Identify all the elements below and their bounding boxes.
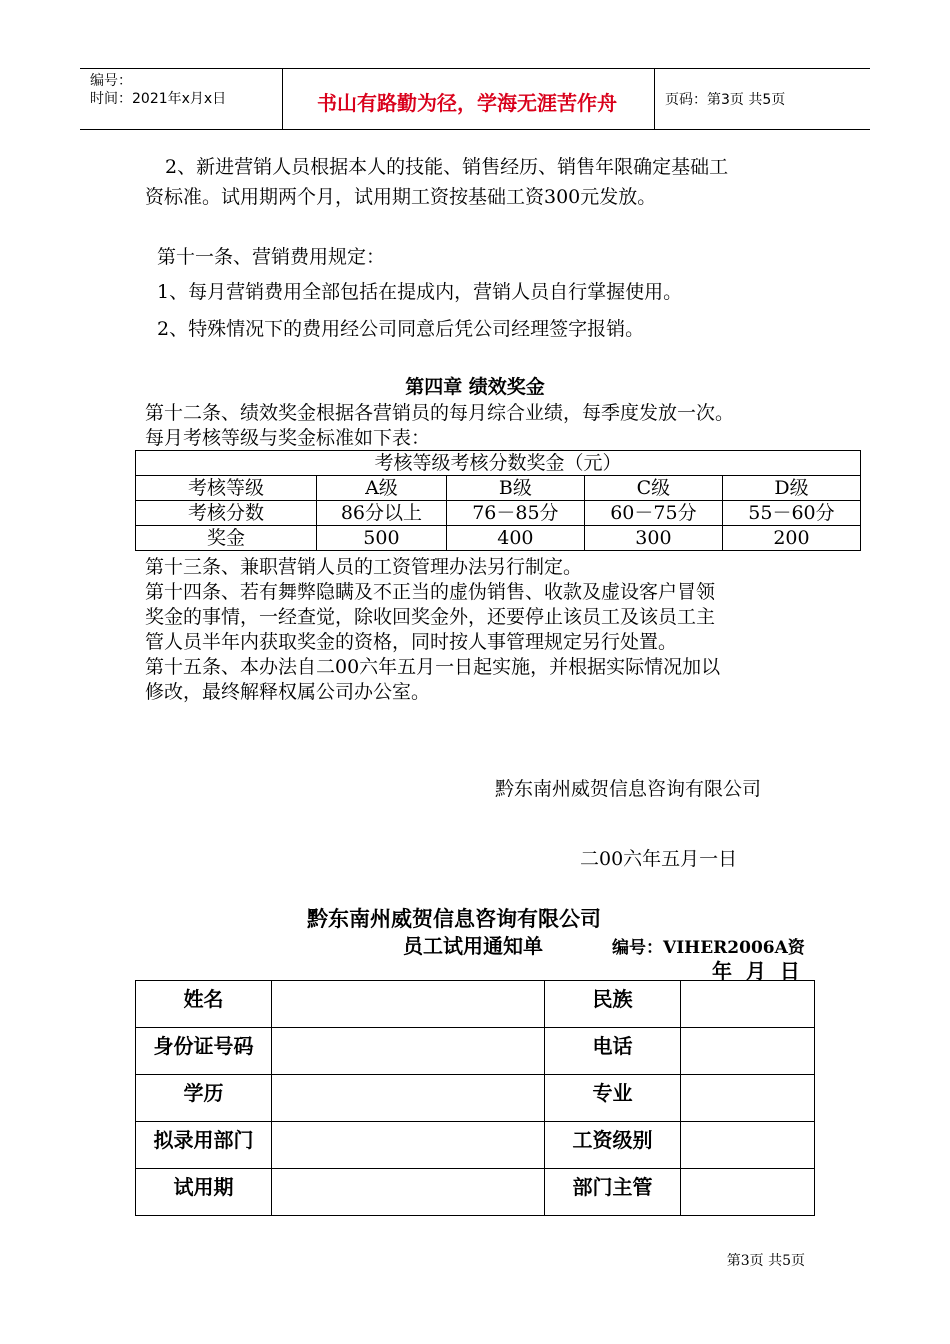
header-divider bbox=[654, 69, 655, 129]
table-cell: A级 bbox=[317, 476, 447, 501]
header-page: 页码：第3页 共5页 bbox=[665, 92, 786, 108]
form-field[interactable] bbox=[272, 1169, 545, 1216]
table-row bbox=[136, 981, 815, 1028]
article-11-title: 第十一条、营销费用规定： bbox=[157, 246, 386, 268]
trial-notice-form bbox=[135, 980, 815, 1216]
table-row bbox=[136, 526, 861, 551]
form-label: 工资级别 bbox=[545, 1122, 681, 1169]
form-label: 拟录用部门 bbox=[136, 1122, 272, 1169]
form-label: 试用期 bbox=[136, 1169, 272, 1216]
page-footer: 第3页 共5页 bbox=[726, 1253, 805, 1269]
table-cell: 86分以上 bbox=[317, 501, 447, 526]
form-field[interactable] bbox=[681, 1028, 815, 1075]
list-item: 1、每月营销费用全部包括在提成内，营销人员自行掌握使用。 bbox=[157, 281, 683, 303]
table-row bbox=[136, 1075, 815, 1122]
paragraph: 修改，最终解释权属公司办公室。 bbox=[145, 681, 431, 703]
table-cell: B级 bbox=[446, 476, 584, 501]
table-row bbox=[136, 501, 861, 526]
form-label: 姓名 bbox=[136, 981, 272, 1028]
form-label: 民族 bbox=[545, 981, 681, 1028]
form-label: 部门主管 bbox=[545, 1169, 681, 1216]
paragraph: 第十二条、绩效奖金根据各营销员的每月综合业绩，每季度发放一次。 bbox=[145, 402, 735, 424]
header-time: 时间：2021年x月x日 bbox=[90, 91, 227, 107]
form-field[interactable] bbox=[272, 981, 545, 1028]
table-row bbox=[136, 1122, 815, 1169]
header-meta bbox=[90, 72, 226, 108]
page-header bbox=[80, 68, 870, 130]
form-field[interactable] bbox=[272, 1028, 545, 1075]
table-cell: C级 bbox=[584, 476, 722, 501]
signature-company: 黔东南州威贺信息咨询有限公司 bbox=[495, 778, 762, 800]
table-caption: 考核等级考核分数奖金（元） bbox=[136, 451, 861, 476]
table-cell: D级 bbox=[722, 476, 860, 501]
table-cell: 55－60分 bbox=[722, 501, 860, 526]
paragraph: 第十三条、兼职营销人员的工资管理办法另行制定。 bbox=[145, 556, 583, 578]
list-item: 2、特殊情况下的费用经公司同意后凭公司经理签字报销。 bbox=[157, 318, 645, 340]
table-cell: 考核等级 bbox=[136, 476, 317, 501]
paragraph: 第十五条、本办法自二00六年五月一日起实施，并根据实际情况加以 bbox=[145, 656, 721, 678]
form-title: 员工试用通知单 bbox=[403, 934, 543, 958]
form-field[interactable] bbox=[681, 981, 815, 1028]
table-row bbox=[136, 1169, 815, 1216]
form-label: 学历 bbox=[136, 1075, 272, 1122]
bonus-table bbox=[135, 450, 861, 551]
table-cell: 60－75分 bbox=[584, 501, 722, 526]
form-label: 电话 bbox=[545, 1028, 681, 1075]
signature-date: 二00六年五月一日 bbox=[580, 848, 738, 870]
form-field[interactable] bbox=[272, 1122, 545, 1169]
form-label: 身份证号码 bbox=[136, 1028, 272, 1075]
form-label: 专业 bbox=[545, 1075, 681, 1122]
header-code: 编号： bbox=[90, 73, 132, 89]
table-cell: 76－85分 bbox=[446, 501, 584, 526]
form-company-title: 黔东南州威贺信息咨询有限公司 bbox=[307, 907, 601, 931]
form-field[interactable] bbox=[681, 1169, 815, 1216]
paragraph: 每月考核等级与奖金标准如下表： bbox=[145, 427, 431, 449]
paragraph: 奖金的事情，一经查觉，除收回奖金外，还要停止该员工及该员工主 bbox=[145, 606, 716, 628]
table-cell: 200 bbox=[722, 526, 860, 551]
table-cell: 奖金 bbox=[136, 526, 317, 551]
form-date-line: 年 月 日 bbox=[712, 959, 800, 983]
form-field[interactable] bbox=[272, 1075, 545, 1122]
table-cell: 300 bbox=[584, 526, 722, 551]
chapter-heading: 第四章 绩效奖金 bbox=[405, 376, 545, 398]
table-cell: 400 bbox=[446, 526, 584, 551]
header-motto: 书山有路勤为径，学海无涯苦作舟 bbox=[317, 91, 617, 115]
paragraph: 第十四条、若有舞弊隐瞒及不正当的虚伪销售、收款及虚设客户冒领 bbox=[145, 581, 716, 603]
table-cell: 考核分数 bbox=[136, 501, 317, 526]
paragraph: 2、新进营销人员根据本人的技能、销售经历、销售年限确定基础工 bbox=[165, 156, 729, 178]
table-row bbox=[136, 476, 861, 501]
paragraph: 管人员半年内获取奖金的资格，同时按人事管理规定另行处置。 bbox=[145, 631, 678, 653]
form-code: 编号：VIHER2006A资 bbox=[612, 938, 805, 958]
table-row bbox=[136, 451, 861, 476]
paragraph: 资标准。试用期两个月，试用期工资按基础工资300元发放。 bbox=[145, 186, 657, 208]
form-field[interactable] bbox=[681, 1075, 815, 1122]
table-cell: 500 bbox=[317, 526, 447, 551]
form-field[interactable] bbox=[681, 1122, 815, 1169]
table-row bbox=[136, 1028, 815, 1075]
